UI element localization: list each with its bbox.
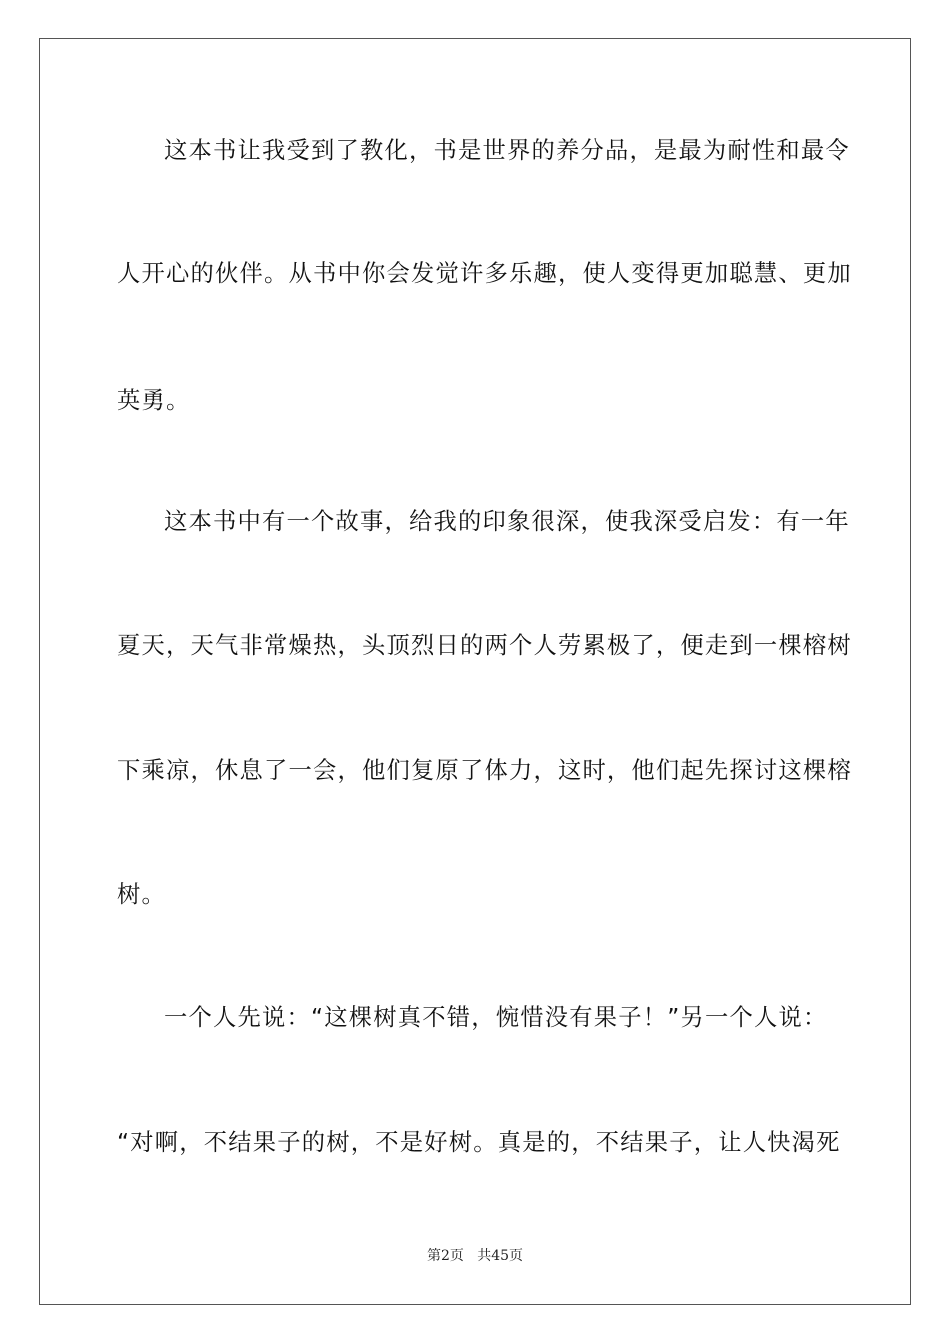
page-number-footer: 第2页 共45页 [426,1248,524,1264]
text-line-1: 这本书让我受到了教化，书是世界的养分品，是最为耐性和最令 [164,137,850,164]
text-line-6: 下乘凉，休息了一会，他们复原了体力，这时，他们起先探讨这棵榕 [117,757,852,784]
text-line-3: 英勇。 [117,387,191,414]
page-border [39,38,911,1305]
text-line-9: “对啊，不结果子的树，不是好树。真是的，不结果子，让人快渴死 [117,1129,841,1156]
text-line-5: 夏天，天气非常燥热，头顶烈日的两个人劳累极了，便走到一棵榕树 [117,632,852,659]
text-line-4: 这本书中有一个故事，给我的印象很深，使我深受启发：有一年 [164,508,850,535]
text-line-2: 人开心的伙伴。从书中你会发觉许多乐趣，使人变得更加聪慧、更加 [117,260,852,287]
text-line-7: 树。 [117,881,166,908]
text-line-8: 一个人先说：“这棵树真不错，惋惜没有果子！”另一个人说： [164,1004,828,1031]
